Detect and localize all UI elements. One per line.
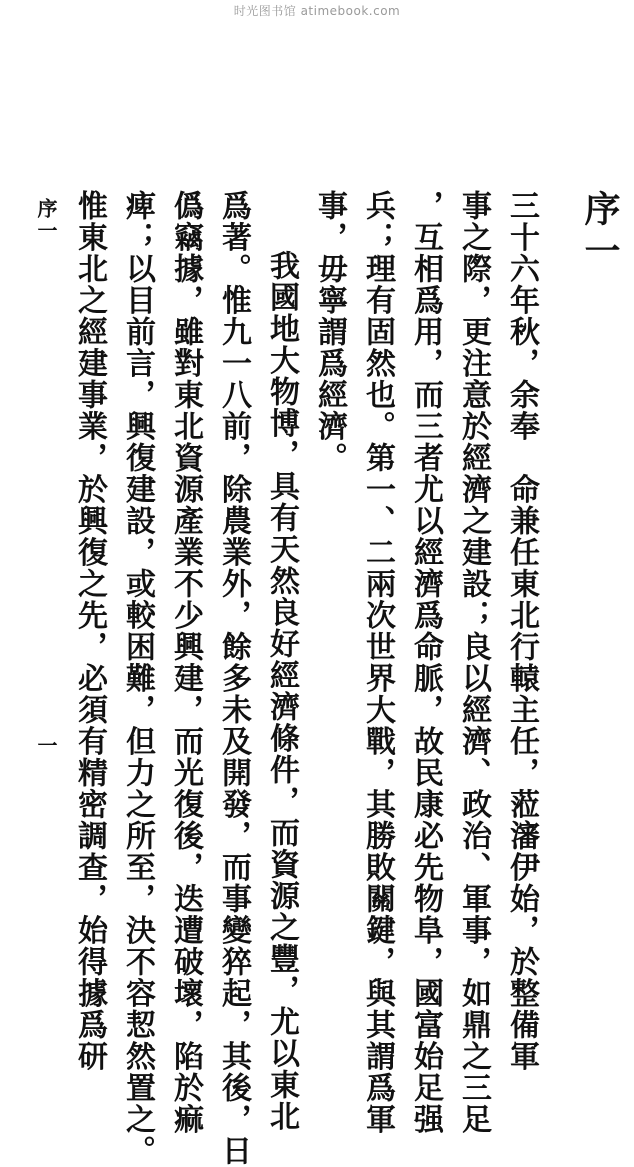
text-column-9: 痺；以目前言，興復建設，或較困難，但力之所至，決不容恝然置之。: [120, 190, 155, 1167]
watermark: 时光图书馆 atimebook.com: [233, 4, 401, 18]
text-column-5: 事，毋寧謂爲經濟。: [312, 190, 347, 474]
text-column-8: 僞竊據，雖對東北資源產業不少興建，而光復後，迭遭破壞，陷於痲: [168, 190, 203, 1135]
running-head: 序一: [34, 198, 58, 242]
page-number: 一: [34, 735, 58, 757]
text-column-2: 事之際，更注意於經濟之建設；良以經濟、政治、軍事，如鼎之三足: [456, 190, 491, 1135]
text-column-6: 我國地大物博，具有天然良好經濟條件，而資源之豐，尤以東北: [264, 250, 299, 1132]
text-column-7: 爲著。惟九一八前，除農業外，餘多未及開發，而事變猝起，其後，日: [216, 190, 251, 1167]
text-column-4: 兵；理有固然也。第一、二兩次世界大戰，其勝敗關鍵，與其謂爲軍: [360, 190, 395, 1135]
text-column-1: 三十六年秋，余奉 命兼任東北行轅主任，蒞瀋伊始，於整備軍: [504, 190, 539, 1072]
page-title: 序一: [579, 190, 621, 274]
text-column-3: ，互相爲用，而三者尤以經濟爲命脈，故民康必先物阜，國富始足强: [408, 190, 443, 1135]
text-column-10: 惟東北之經建事業，於興復之先，必須有精密調查，始得據爲研: [72, 190, 107, 1072]
